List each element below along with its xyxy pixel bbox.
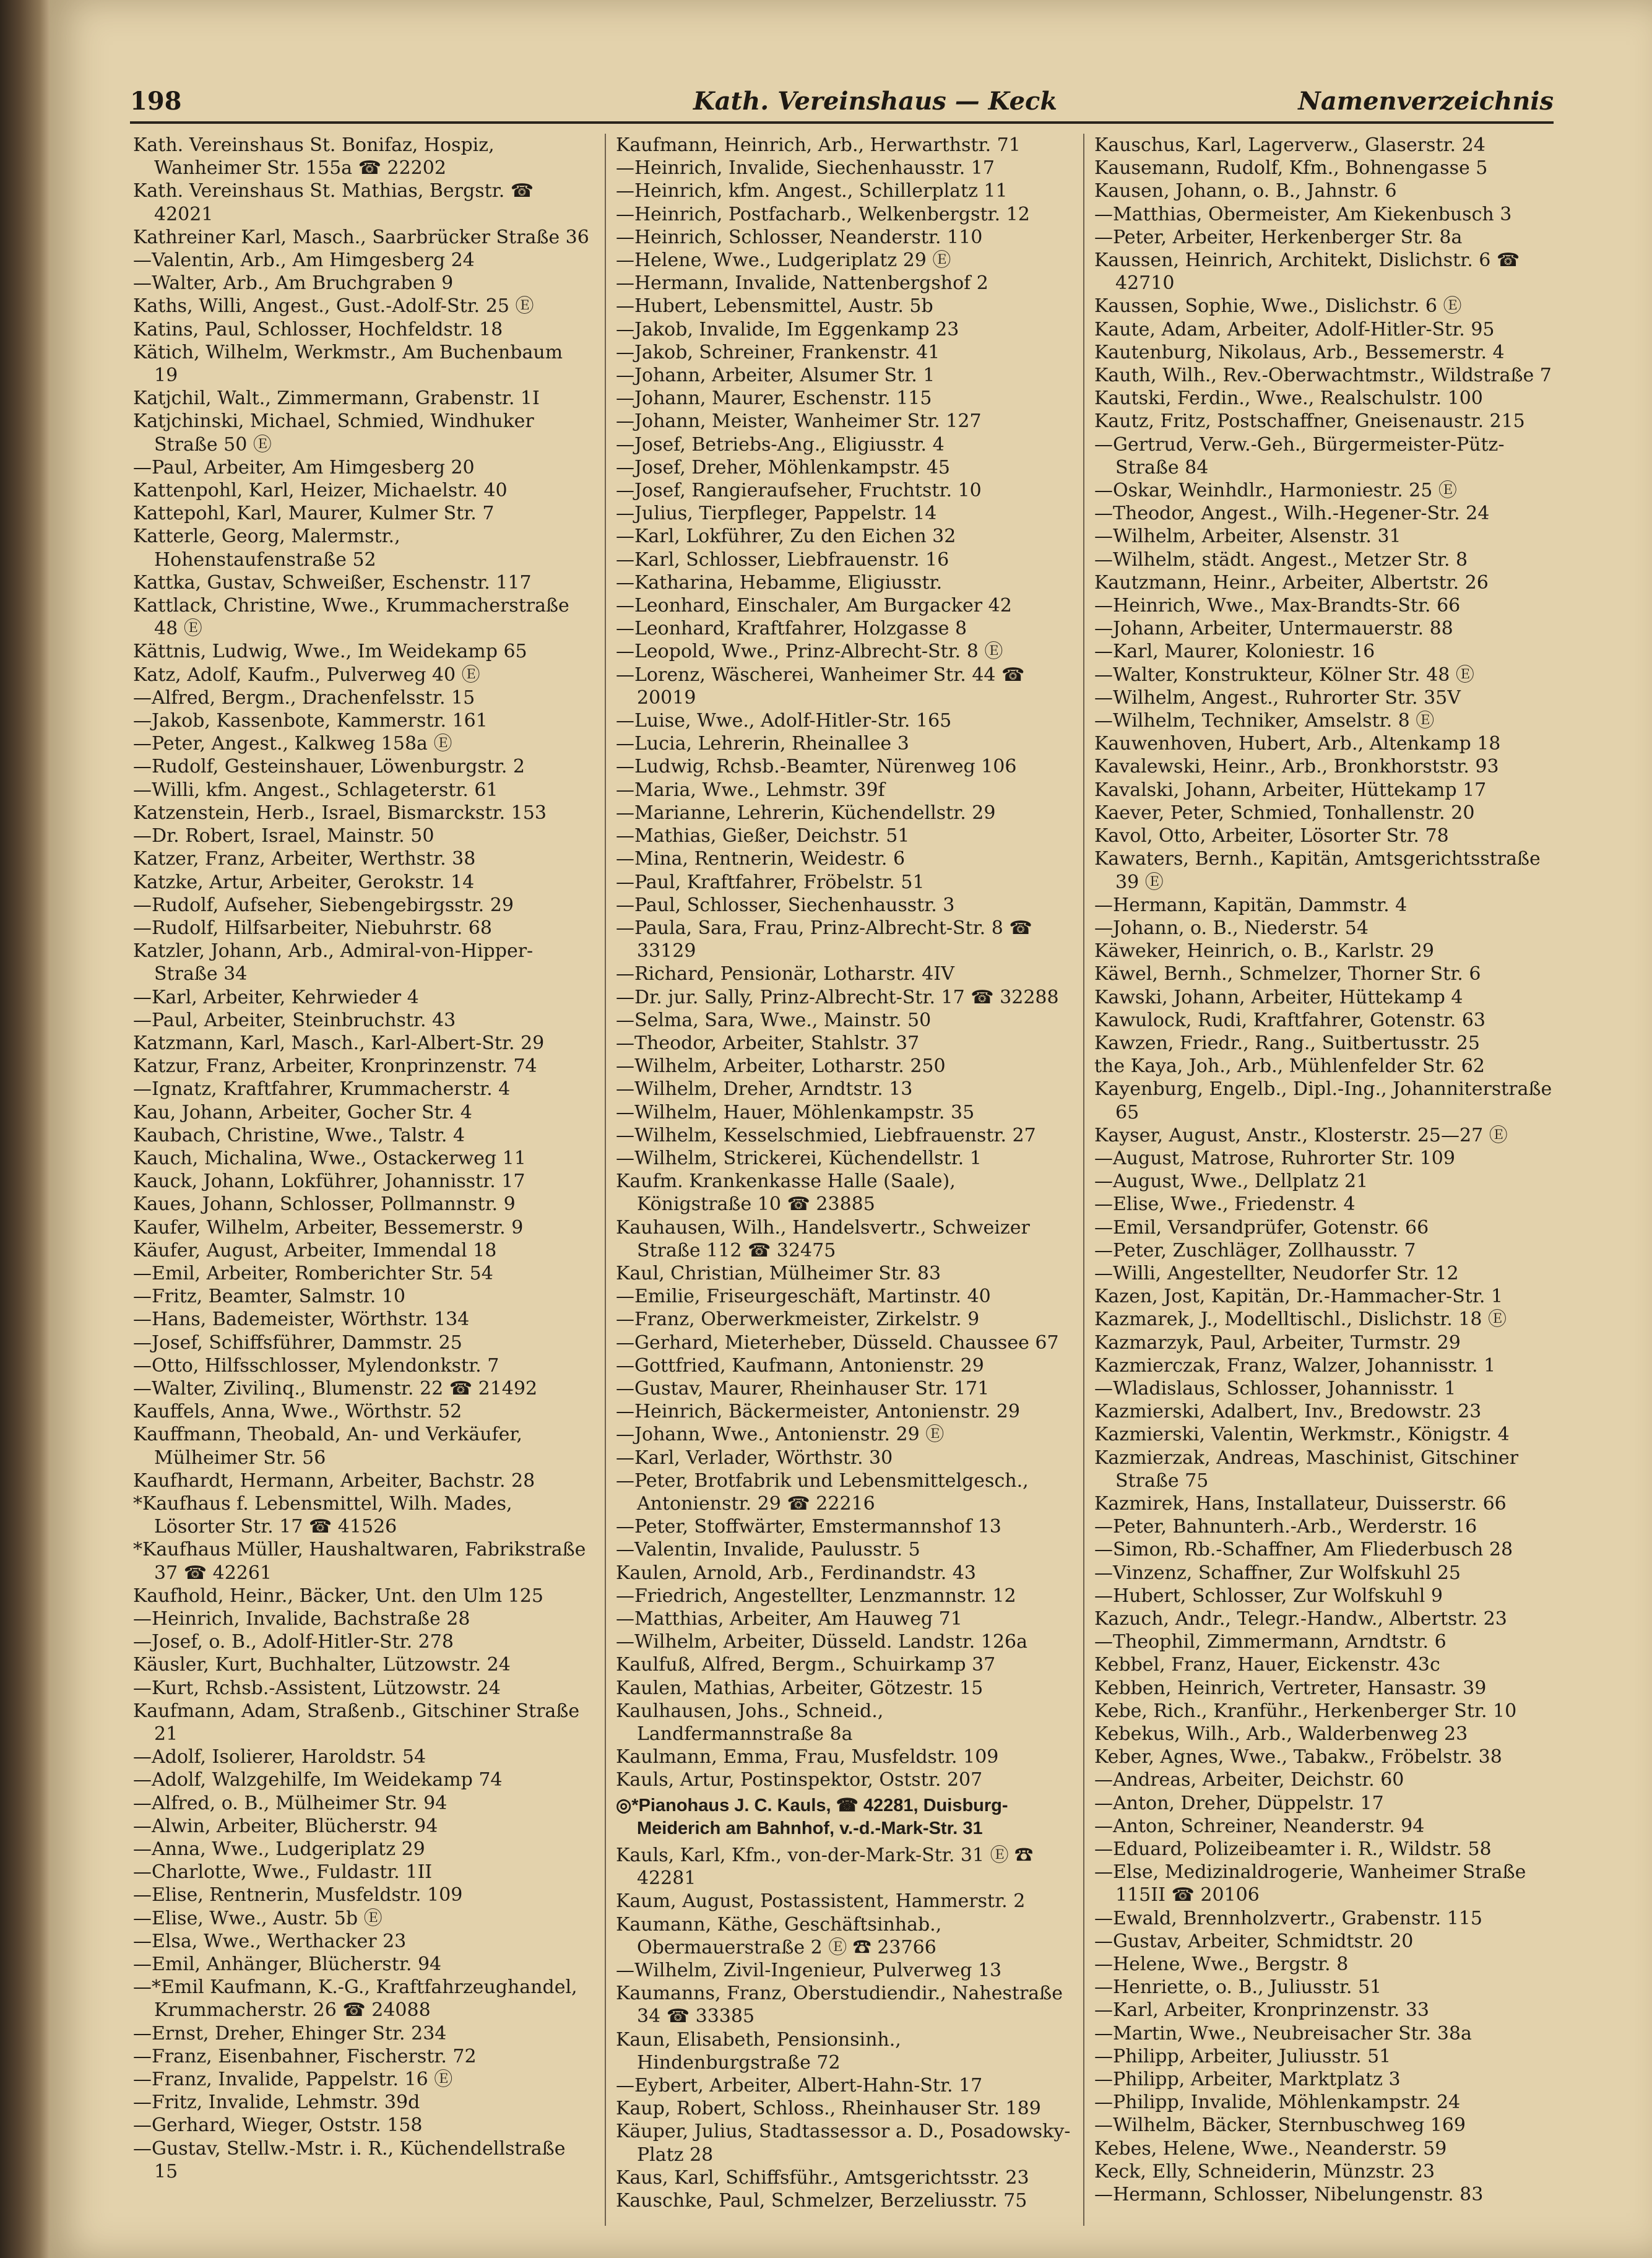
directory-entry: Kauffmann, Theobald, An- und Verkäufer, Mülheimer Str. 56: [133, 1424, 522, 1469]
directory-entry: —Valentin, Arb., Am Himgesberg 24: [133, 249, 475, 272]
directory-entry: —Katharina, Hebamme, Eligiusstr.: [616, 571, 943, 594]
directory-entry: —Lorenz, Wäscherei, Wanheimer Str. 44 ☎ 20019: [616, 664, 1025, 709]
directory-entry: —Wilhelm, Hauer, Möhlenkampstr. 35: [616, 1101, 975, 1123]
directory-entry: Kebe, Rich., Kranführ., Herkenberger Str. 10: [1094, 1700, 1517, 1722]
directory-entry: —Gerhard, Mieterheber, Düsseld. Chaussee 67: [616, 1331, 1059, 1354]
directory-entry: Kauschke, Paul, Schmelzer, Berzeliusstr. 75: [616, 2190, 1027, 2212]
directory-entry: —Willi, kfm. Angest., Schlageterstr. 61: [133, 779, 498, 801]
directory-entry: —Peter, Stoffwärter, Emstermannshof 13: [616, 1516, 1001, 1538]
directory-entry: —Valentin, Invalide, Paulusstr. 5: [616, 1539, 920, 1561]
directory-entry: —Mina, Rentnerin, Weidestr. 6: [616, 848, 906, 870]
directory-entry: —Emil, Arbeiter, Romberichter Str. 54: [133, 1262, 493, 1284]
directory-entry: —Heinrich, Invalide, Bachstraße 28: [133, 1608, 470, 1630]
column-right: [1094, 134, 1552, 2238]
directory-entry: —Heinrich, kfm. Angest., Schillerplatz 11: [616, 180, 1008, 202]
directory-entry: —Martin, Wwe., Neubreisacher Str. 38a: [1094, 2022, 1472, 2044]
directory-entry: Käusler, Kurt, Buchhalter, Lützowstr. 24: [133, 1654, 511, 1676]
directory-entry: —Josef, Rangieraufseher, Fruchtstr. 10: [616, 480, 982, 502]
directory-entry: —Paul, Arbeiter, Steinbruchstr. 43: [133, 1009, 456, 1031]
directory-entry: —Fritz, Invalide, Lehmstr. 39d: [133, 2091, 420, 2114]
directory-entry: —Hans, Bademeister, Wörthstr. 134: [133, 1309, 470, 1331]
directory-entry: —Theodor, Angest., Wilh.-Hegener-Str. 24: [1094, 503, 1490, 525]
directory-entry: Kaussen, Sophie, Wwe., Dislichstr. 6 Ⓔ: [1094, 295, 1462, 318]
directory-entry: —Andreas, Arbeiter, Deichstr. 60: [1094, 1769, 1404, 1791]
directory-entry: Kath. Vereinshaus St. Bonifaz, Hospiz, Wanheimer Str. 155a ☎ 22202: [133, 134, 495, 180]
directory-entry: Kaufer, Wilhelm, Arbeiter, Bessemerstr. 9: [133, 1216, 524, 1239]
directory-entry: —Peter, Zuschläger, Zollhausstr. 7: [1094, 1239, 1416, 1261]
directory-entry: —Henriette, o. B., Juliusstr. 51: [1094, 1976, 1382, 1999]
directory-entry: —Wilhelm, Arbeiter, Alsenstr. 31: [1094, 526, 1401, 548]
directory-entry: —Peter, Brotfabrik und Lebensmittelgesch., Antonienstr. 29 ☎ 22216: [616, 1469, 1029, 1515]
directory-entry: —Walter, Arb., Am Bruchgraben 9: [133, 272, 454, 295]
directory-entry: Kazmarzyk, Paul, Arbeiter, Turmstr. 29: [1094, 1331, 1461, 1354]
directory-entry: —Eybert, Arbeiter, Albert-Hahn-Str. 17: [616, 2075, 983, 2097]
directory-entry: —Paul, Arbeiter, Am Himgesberg 20: [133, 456, 475, 478]
directory-entry: —Ewald, Brennholzvertr., Grabenstr. 115: [1094, 1907, 1482, 1929]
directory-entry: Kaulhausen, Johs., Schneid., Landfermannstraße 8a: [616, 1700, 884, 1745]
directory-entry: —Gustav, Stellw.-Mstr. i. R., Küchendellstraße 15: [133, 2137, 566, 2182]
section-title: Namenverzeichnis: [1298, 87, 1554, 116]
directory-entry: Kazuch, Andr., Telegr.-Handw., Albertstr. 23: [1094, 1608, 1507, 1630]
directory-entry: —Lucia, Lehrerin, Rheinallee 3: [616, 733, 909, 755]
directory-entry: Kavol, Otto, Arbeiter, Lösorter Str. 78: [1094, 825, 1449, 847]
directory-entry: —Paul, Schlosser, Siechenhausstr. 3: [616, 894, 955, 916]
directory-entry: —Julius, Tierpfleger, Pappelstr. 14: [616, 503, 937, 525]
directory-entry: —Johann, o. B., Niederstr. 54: [1094, 917, 1369, 939]
directory-entry: Kauschus, Karl, Lagerverw., Glaserstr. 24: [1094, 134, 1486, 156]
directory-entry: Kauch, Michalina, Wwe., Ostackerweg 11: [133, 1147, 526, 1169]
directory-entry: Kaun, Elisabeth, Pensionsinh., Hindenburgstraße 72: [616, 2028, 901, 2074]
directory-entry: —Philipp, Arbeiter, Juliusstr. 51: [1094, 2045, 1391, 2067]
directory-entry: —Wilhelm, Arbeiter, Düsseld. Landstr. 126a: [616, 1631, 1028, 1653]
page-header: [130, 87, 1554, 124]
directory-entry: —Adolf, Isolierer, Haroldstr. 54: [133, 1746, 426, 1768]
directory-entry: Katjchil, Walt., Zimmermann, Grabenstr. 1I: [133, 387, 540, 410]
directory-entry: —Peter, Angest., Kalkweg 158a Ⓔ: [133, 733, 452, 755]
directory-entry: —Theodor, Arbeiter, Stahlstr. 37: [616, 1032, 920, 1054]
directory-entry: —Karl, Arbeiter, Kronprinzenstr. 33: [1094, 1999, 1430, 2022]
directory-entry: —Fritz, Beamter, Salmstr. 10: [133, 1286, 405, 1308]
directory-entry: Kaulen, Mathias, Arbeiter, Götzestr. 15: [616, 1677, 984, 1699]
directory-entry: Kawzen, Friedr., Rang., Suitbertusstr. 25: [1094, 1032, 1480, 1054]
directory-entry: —Gottfried, Kaufmann, Antonienstr. 29: [616, 1354, 984, 1377]
directory-entry: —Wilhelm, Kesselschmied, Liebfrauenstr. 27: [616, 1124, 1036, 1146]
running-head: Kath. Vereinshaus — Keck: [693, 87, 1058, 116]
directory-entry: —Johann, Arbeiter, Untermauerstr. 88: [1094, 618, 1453, 640]
directory-entry: Kattlack, Christine, Wwe., Krummacherstraße 48 Ⓔ: [133, 595, 569, 640]
directory-entry: Kawulock, Rudi, Kraftfahrer, Gotenstr. 63: [1094, 1009, 1486, 1031]
directory-entry: —Elise, Wwe., Friedenstr. 4: [1094, 1193, 1356, 1216]
directory-entry: Kebekus, Wilh., Arb., Walderbenweg 23: [1094, 1723, 1468, 1745]
column-left: [133, 134, 591, 2238]
directory-entry: —Anton, Dreher, Düppelstr. 17: [1094, 1792, 1384, 1814]
directory-entry: —Heinrich, Invalide, Siechenhausstr. 17: [616, 157, 995, 180]
directory-entry: Keck, Elly, Schneiderin, Münzstr. 23: [1094, 2160, 1435, 2182]
directory-entry: —Gerhard, Wieger, Oststr. 158: [133, 2114, 423, 2137]
directory-entry: Kauck, Johann, Lokführer, Johannisstr. 17: [133, 1170, 525, 1193]
directory-entry: —Dr. Robert, Israel, Mainstr. 50: [133, 825, 435, 847]
directory-entry: Kazmirek, Hans, Installateur, Duisserstr. 66: [1094, 1492, 1507, 1515]
page-number: 198: [130, 87, 182, 116]
directory-entry: Kauls, Artur, Postinspektor, Oststr. 207: [616, 1769, 983, 1791]
directory-entry: Katterle, Georg, Malermstr., Hohenstaufenstraße 52: [133, 526, 400, 571]
directory-entry: —Karl, Maurer, Koloniestr. 16: [1094, 641, 1375, 663]
directory-entry: —Walter, Konstrukteur, Kölner Str. 48 Ⓔ: [1094, 664, 1474, 686]
directory-entry: Keber, Agnes, Wwe., Tabakw., Fröbelstr. 38: [1094, 1746, 1502, 1768]
directory-entry: Kattka, Gustav, Schweißer, Eschenstr. 117: [133, 571, 532, 594]
directory-entry: Kazen, Jost, Kapitän, Dr.-Hammacher-Str. 1: [1094, 1286, 1503, 1308]
directory-entry: Kau, Johann, Arbeiter, Gocher Str. 4: [133, 1101, 472, 1123]
directory-entry: *Kaufhaus Müller, Haushaltwaren, Fabrikstraße 37 ☎ 42261: [133, 1539, 586, 1584]
directory-entry: —Otto, Hilfsschlosser, Mylendonkstr. 7: [133, 1354, 499, 1377]
directory-entry: —Hermann, Invalide, Nattenbergshof 2: [616, 272, 988, 295]
directory-entry: —Wilhelm, städt. Angest., Metzer Str. 8: [1094, 548, 1468, 571]
directory-entry: Kaus, Karl, Schiffsführ., Amtsgerichtsstr. 23: [616, 2166, 1029, 2189]
directory-entry: —Ernst, Dreher, Ehinger Str. 234: [133, 2022, 447, 2044]
directory-entry: —Helene, Wwe., Ludgeriplatz 29 Ⓔ: [616, 249, 951, 272]
directory-entry: —Wilhelm, Arbeiter, Lotharstr. 250: [616, 1055, 946, 1078]
directory-entry: —Karl, Schlosser, Liebfrauenstr. 16: [616, 548, 949, 571]
directory-entry: —Wladislaus, Schlosser, Johannisstr. 1: [1094, 1377, 1456, 1399]
directory-entry: Kebbel, Franz, Hauer, Eickenstr. 43c: [1094, 1654, 1440, 1676]
directory-entry: Katz, Adolf, Kaufm., Pulverweg 40 Ⓔ: [133, 664, 480, 686]
directory-entry: —Wilhelm, Angest., Ruhrorter Str. 35V: [1094, 686, 1461, 709]
directory-entry: —Marianne, Lehrerin, Küchendellstr. 29: [616, 802, 996, 824]
directory-entry: —Wilhelm, Bäcker, Sternbuschweg 169: [1094, 2114, 1466, 2137]
directory-entry: —Karl, Arbeiter, Kehrwieder 4: [133, 986, 419, 1008]
directory-entry: Kebben, Heinrich, Vertreter, Hansastr. 39: [1094, 1677, 1487, 1699]
directory-entry: —Josef, Betriebs-Ang., Eligiusstr. 4: [616, 433, 945, 456]
directory-entry: —Selma, Sara, Wwe., Mainstr. 50: [616, 1009, 932, 1031]
directory-entry: —*Emil Kaufmann, K.-G., Kraftfahrzeughandel, Krummacherstr. 26 ☎ 24088: [133, 1976, 577, 2022]
directory-entry: Kättnis, Ludwig, Wwe., Im Weidekamp 65: [133, 641, 527, 663]
directory-entry: —Gustav, Arbeiter, Schmidtstr. 20: [1094, 1930, 1414, 1952]
directory-entry: Kazmierzak, Andreas, Maschinist, Gitschiner Straße 75: [1094, 1447, 1519, 1492]
directory-entry: Kavalski, Johann, Arbeiter, Hüttekamp 17: [1094, 779, 1487, 801]
directory-entry: Katzenstein, Herb., Israel, Bismarckstr. 153: [133, 802, 547, 824]
directory-entry: —Jakob, Kassenbote, Kammerstr. 161: [133, 710, 488, 732]
directory-entry: —Paul, Kraftfahrer, Fröbelstr. 51: [616, 871, 925, 893]
directory-entry: —Elsa, Wwe., Werthacker 23: [133, 1930, 407, 1952]
directory-entry: —Philipp, Invalide, Möhlenkampstr. 24: [1094, 2091, 1461, 2114]
directory-entry: —Josef, Dreher, Möhlenkampstr. 45: [616, 456, 950, 478]
directory-entry: Kattepohl, Karl, Maurer, Kulmer Str. 7: [133, 503, 495, 525]
directory-entry: —Johann, Arbeiter, Alsumer Str. 1: [616, 365, 935, 387]
directory-entry: —Leonhard, Kraftfahrer, Holzgasse 8: [616, 618, 967, 640]
directory-entry: —Wilhelm, Techniker, Amselstr. 8 Ⓔ: [1094, 710, 1435, 732]
directory-entry: Kathreiner Karl, Masch., Saarbrücker Straße 36: [133, 226, 589, 248]
directory-entry: —Peter, Bahnunterh.-Arb., Werderstr. 16: [1094, 1516, 1477, 1538]
directory-entry: Kaths, Willi, Angest., Gust.-Adolf-Str. 25 Ⓔ: [133, 295, 534, 318]
directory-entry: —Franz, Eisenbahner, Fischerstr. 72: [133, 2045, 477, 2067]
column-middle: [616, 134, 1074, 2238]
directory-entry: —Ignatz, Kraftfahrer, Krummacherstr. 4: [133, 1078, 511, 1101]
directory-entry: —Heinrich, Bäckermeister, Antonienstr. 29: [616, 1401, 1020, 1423]
directory-entry: —Rudolf, Gesteinshauer, Löwenburgstr. 2: [133, 756, 525, 778]
directory-entry: Kazmierski, Valentin, Werkmstr., Königstr. 4: [1094, 1424, 1510, 1446]
directory-entry: Kaute, Adam, Arbeiter, Adolf-Hitler-Str. 95: [1094, 318, 1495, 340]
directory-entry: Kauffels, Anna, Wwe., Wörthstr. 52: [133, 1401, 462, 1423]
advertisement-entry: ◎*Pianohaus J. C. Kauls, ☎ 42281, Duisburg-Meiderich am Bahnhof, v.-d.-Mark-Str. 31: [616, 1795, 1008, 1838]
directory-entry: —Johann, Maurer, Eschenstr. 115: [616, 387, 932, 410]
directory-entry: Kaufmann, Adam, Straßenb., Gitschiner Straße 21: [133, 1700, 580, 1745]
directory-entry: Katzler, Johann, Arb., Admiral-von-Hipper-Straße 34: [133, 940, 534, 985]
directory-entry: —Franz, Oberwerkmeister, Zirkelstr. 9: [616, 1309, 980, 1331]
directory-entry: —Emilie, Friseurgeschäft, Martinstr. 40: [616, 1286, 991, 1308]
directory-entry: Kaever, Peter, Schmied, Tonhallenstr. 20: [1094, 802, 1475, 824]
directory-entry: —Karl, Verlader, Wörthstr. 30: [616, 1447, 893, 1469]
directory-entry: Kawski, Johann, Arbeiter, Hüttekamp 4: [1094, 986, 1463, 1008]
directory-entry: —Karl, Lokführer, Zu den Eichen 32: [616, 526, 956, 548]
directory-entry: —Wilhelm, Dreher, Arndtstr. 13: [616, 1078, 913, 1101]
directory-entry: Kaup, Robert, Schloss., Rheinhauser Str. 189: [616, 2098, 1041, 2120]
directory-entry: —Else, Medizinaldrogerie, Wanheimer Straße 115II ☎ 20106: [1094, 1861, 1526, 1906]
directory-entry: —Mathias, Gießer, Deichstr. 51: [616, 825, 910, 847]
directory-entry: Kaum, August, Postassistent, Hammerstr. 2: [616, 1890, 1026, 1913]
directory-entry: —Heinrich, Postfacharb., Welkenbergstr. 12: [616, 203, 1030, 225]
directory-entry: —Gustav, Maurer, Rheinhauser Str. 171: [616, 1377, 990, 1399]
directory-entry: —Heinrich, Schlosser, Neanderstr. 110: [616, 226, 983, 248]
directory-entry: —Willi, Angestellter, Neudorfer Str. 12: [1094, 1262, 1459, 1284]
directory-entry: —Simon, Rb.-Schaffner, Am Fliederbusch 28: [1094, 1539, 1513, 1561]
directory-entry: —Elise, Wwe., Austr. 5b Ⓔ: [133, 1907, 383, 1929]
directory-entry: —Wilhelm, Zivil-Ingenieur, Pulverweg 13: [616, 1960, 1002, 1982]
directory-entry: Kaulen, Arnold, Arb., Ferdinandstr. 43: [616, 1562, 976, 1584]
directory-entry: —Dr. jur. Sally, Prinz-Albrecht-Str. 17 ☎ 32288: [616, 986, 1059, 1008]
directory-entry: Katzke, Artur, Arbeiter, Gerokstr. 14: [133, 871, 475, 893]
directory-entry: —Matthias, Arbeiter, Am Hauweg 71: [616, 1608, 962, 1630]
directory-entry: —Ludwig, Rchsb.-Beamter, Nürenweg 106: [616, 756, 1017, 778]
directory-entry: —Wilhelm, Strickerei, Küchendellstr. 1: [616, 1147, 982, 1169]
directory-entry: Käweker, Heinrich, o. B., Karlstr. 29: [1094, 940, 1434, 962]
directory-entry: Kavalewski, Heinr., Arb., Bronkhorststr. 93: [1094, 756, 1499, 778]
directory-entry: —Josef, Schiffsführer, Dammstr. 25: [133, 1331, 462, 1354]
directory-entry: Kattenpohl, Karl, Heizer, Michaelstr. 40: [133, 480, 508, 502]
directory-entry: Kaufm. Krankenkasse Halle (Saale), Königstraße 10 ☎ 23885: [616, 1170, 956, 1216]
directory-entry: Kautenburg, Nikolaus, Arb., Bessemerstr. 4: [1094, 341, 1505, 363]
directory-entry: Käuper, Julius, Stadtassessor a. D., Posadowsky-Platz 28: [616, 2121, 1071, 2166]
directory-entry: Kayser, August, Anstr., Klosterstr. 25—27 Ⓔ: [1094, 1124, 1508, 1146]
directory-entry: Käufer, August, Arbeiter, Immendal 18: [133, 1239, 497, 1261]
directory-entry: Kaufhold, Heinr., Bäcker, Unt. den Ulm 125: [133, 1585, 543, 1607]
directory-entry: —Leopold, Wwe., Prinz-Albrecht-Str. 8 Ⓔ: [616, 641, 1003, 663]
directory-entry: —Jakob, Invalide, Im Eggenkamp 23: [616, 318, 959, 340]
directory-entry: —Emil, Versandprüfer, Gotenstr. 66: [1094, 1216, 1429, 1239]
directory-entry: —Emil, Anhänger, Blücherstr. 94: [133, 1953, 442, 1976]
directory-entry: Kaues, Johann, Schlosser, Pollmannstr. 9: [133, 1193, 516, 1216]
directory-entry: Kaubach, Christine, Wwe., Talstr. 4: [133, 1124, 465, 1146]
directory-entry: —Johann, Wwe., Antonienstr. 29 Ⓔ: [616, 1424, 945, 1446]
directory-entry: Kautski, Ferdin., Wwe., Realschulstr. 100: [1094, 387, 1483, 410]
directory-entry: Kaumanns, Franz, Oberstudiendir., Nahestraße 34 ☎ 33385: [616, 1983, 1063, 2028]
directory-entry: —Leonhard, Einschaler, Am Burgacker 42: [616, 595, 1012, 617]
directory-entry: —Rudolf, Aufseher, Siebengebirgsstr. 29: [133, 894, 514, 916]
directory-entry: —Adolf, Walzgehilfe, Im Weidekamp 74: [133, 1769, 503, 1791]
directory-entry: —Helene, Wwe., Bergstr. 8: [1094, 1953, 1349, 1976]
directory-entry: Katzmann, Karl, Masch., Karl-Albert-Str. 29: [133, 1032, 545, 1054]
directory-entry: —Hubert, Lebensmittel, Austr. 5b: [616, 295, 933, 318]
directory-entry: Kauwenhoven, Hubert, Arb., Altenkamp 18: [1094, 733, 1501, 755]
directory-entry: —Hermann, Schlosser, Nibelungenstr. 83: [1094, 2184, 1484, 2206]
directory-entry: —Josef, o. B., Adolf-Hitler-Str. 278: [133, 1631, 454, 1653]
directory-entry: Kebes, Helene, Wwe., Neanderstr. 59: [1094, 2137, 1447, 2160]
directory-entry: —August, Matrose, Ruhrorter Str. 109: [1094, 1147, 1455, 1169]
directory-entry: Kautzmann, Heinr., Arbeiter, Albertstr. 26: [1094, 571, 1489, 594]
directory-entry: —Friedrich, Angestellter, Lenzmannstr. 12: [616, 1585, 1016, 1607]
directory-entry: —Alwin, Arbeiter, Blücherstr. 94: [133, 1815, 438, 1837]
directory-entry: *Kaufhaus f. Lebensmittel, Wilh. Mades, Lösorter Str. 17 ☎ 41526: [133, 1492, 512, 1538]
directory-entry: —Charlotte, Wwe., Fuldastr. 1II: [133, 1861, 433, 1884]
directory-entry: Kausemann, Rudolf, Kfm., Bohnengasse 5: [1094, 157, 1488, 180]
directory-entry: —Eduard, Polizeibeamter i. R., Wildstr. 58: [1094, 1838, 1492, 1861]
directory-entry: —Anton, Schreiner, Neanderstr. 94: [1094, 1815, 1425, 1837]
directory-entry: —Peter, Arbeiter, Herkenberger Str. 8a: [1094, 226, 1463, 248]
directory-entry: —Heinrich, Wwe., Max-Brandts-Str. 66: [1094, 595, 1461, 617]
directory-entry: Kawaters, Bernh., Kapitän, Amtsgerichtsstraße 39 Ⓔ: [1094, 848, 1541, 893]
directory-entry: —Kurt, Rchsb.-Assistent, Lützowstr. 24: [133, 1677, 501, 1699]
directory-entry: —Anna, Wwe., Ludgeriplatz 29: [133, 1838, 425, 1861]
directory-entry: —Elise, Rentnerin, Musfeldstr. 109: [133, 1884, 463, 1906]
directory-entry: Kaufmann, Heinrich, Arb., Herwarthstr. 71: [616, 134, 1021, 156]
directory-entry: —Walter, Zivilinq., Blumenstr. 22 ☎ 21492: [133, 1377, 538, 1399]
directory-entry: —Maria, Wwe., Lehmstr. 39f: [616, 779, 885, 801]
directory-entry: Kaumann, Käthe, Geschäftsinhab., Obermauerstraße 2 Ⓔ ☎ 23766: [616, 1913, 942, 1958]
directory-entry: —August, Wwe., Dellplatz 21: [1094, 1170, 1369, 1193]
directory-entry: —Alfred, Bergm., Drachenfelsstr. 15: [133, 686, 475, 709]
directory-entry: Kaufhardt, Hermann, Arbeiter, Bachstr. 28: [133, 1469, 535, 1492]
directory-entry: Kazmierski, Adalbert, Inv., Bredowstr. 23: [1094, 1401, 1482, 1423]
directory-entry: Käwel, Bernh., Schmelzer, Thorner Str. 6: [1094, 963, 1481, 985]
directory-entry: —Jakob, Schreiner, Frankenstr. 41: [616, 341, 940, 363]
directory-entry: Kazmierczak, Franz, Walzer, Johannisstr. 1: [1094, 1354, 1496, 1377]
directory-entry: —Theophil, Zimmermann, Arndtstr. 6: [1094, 1631, 1447, 1653]
directory-entry: Kauhausen, Wilh., Handelsvertr., Schweizer Straße 112 ☎ 32475: [616, 1216, 1030, 1261]
directory-entry: —Vinzenz, Schaffner, Zur Wolfskuhl 25: [1094, 1562, 1461, 1584]
directory-entry: Kayenburg, Engelb., Dipl.-Ing., Johanniterstraße 65: [1094, 1078, 1552, 1123]
directory-entry: Kazmarek, J., Modelltischl., Dislichstr. 18 Ⓔ: [1094, 1309, 1507, 1331]
directory-entry: Kaulfuß, Alfred, Bergm., Schuirkamp 37: [616, 1654, 996, 1676]
directory-entry: Katins, Paul, Schlosser, Hochfeldstr. 18: [133, 318, 503, 340]
directory-entry: —Matthias, Obermeister, Am Kiekenbusch 3: [1094, 203, 1512, 225]
directory-entry: —Alfred, o. B., Mülheimer Str. 94: [133, 1792, 448, 1814]
directory-entry: Katzer, Franz, Arbeiter, Werthstr. 38: [133, 848, 476, 870]
directory-entry: —Hermann, Kapitän, Dammstr. 4: [1094, 894, 1408, 916]
directory-entry: —Paula, Sara, Frau, Prinz-Albrecht-Str. 8 ☎ 33129: [616, 917, 1032, 962]
directory-entry: Kausen, Johann, o. B., Jahnstr. 6: [1094, 180, 1397, 202]
directory-entry: Kätich, Wilhelm, Werkmstr., Am Buchenbaum 19: [133, 341, 563, 387]
directory-entry: Kautz, Fritz, Postschaffner, Gneisenaustr. 215: [1094, 410, 1525, 433]
directory-entry: Katjchinski, Michael, Schmied, Windhuker Straße 50 Ⓔ: [133, 410, 534, 456]
directory-entry: Kaul, Christian, Mülheimer Str. 83: [616, 1262, 941, 1284]
directory-entry: Kaulmann, Emma, Frau, Musfeldstr. 109: [616, 1746, 999, 1768]
directory-entry: —Franz, Invalide, Pappelstr. 16 Ⓔ: [133, 2069, 453, 2091]
directory-entry: Kaussen, Heinrich, Architekt, Dislichstr. 6 ☎ 42710: [1094, 249, 1520, 295]
directory-entry: Katzur, Franz, Arbeiter, Kronprinzenstr. 74: [133, 1055, 537, 1078]
directory-entry: —Rudolf, Hilfsarbeiter, Niebuhrstr. 68: [133, 917, 492, 939]
book-binding-edge: [0, 0, 50, 2258]
directory-entry: Kauth, Wilh., Rev.-Oberwachtmstr., Wildstraße 7: [1094, 365, 1552, 387]
directory-entry: —Johann, Meister, Wanheimer Str. 127: [616, 410, 982, 433]
directory-entry: —Philipp, Arbeiter, Marktplatz 3: [1094, 2069, 1401, 2091]
directory-entry: —Richard, Pensionär, Lotharstr. 4IV: [616, 963, 954, 985]
directory-entry: the Kaya, Joh., Arb., Mühlenfelder Str. 62: [1094, 1055, 1485, 1078]
directory-entry: Kath. Vereinshaus St. Mathias, Bergstr. ☎ 42021: [133, 180, 534, 225]
directory-entry: —Luise, Wwe., Adolf-Hitler-Str. 165: [616, 710, 952, 732]
directory-entry: —Oskar, Weinhdlr., Harmoniestr. 25 Ⓔ: [1094, 480, 1457, 502]
directory-entry: —Hubert, Schlosser, Zur Wolfskuhl 9: [1094, 1585, 1443, 1607]
directory-entry: Kauls, Karl, Kfm., von-der-Mark-Str. 31 Ⓔ ☎ 42281: [616, 1845, 1034, 1890]
directory-entry: —Gertrud, Verw.-Geh., Bürgermeister-Pütz-Straße 84: [1094, 433, 1505, 478]
